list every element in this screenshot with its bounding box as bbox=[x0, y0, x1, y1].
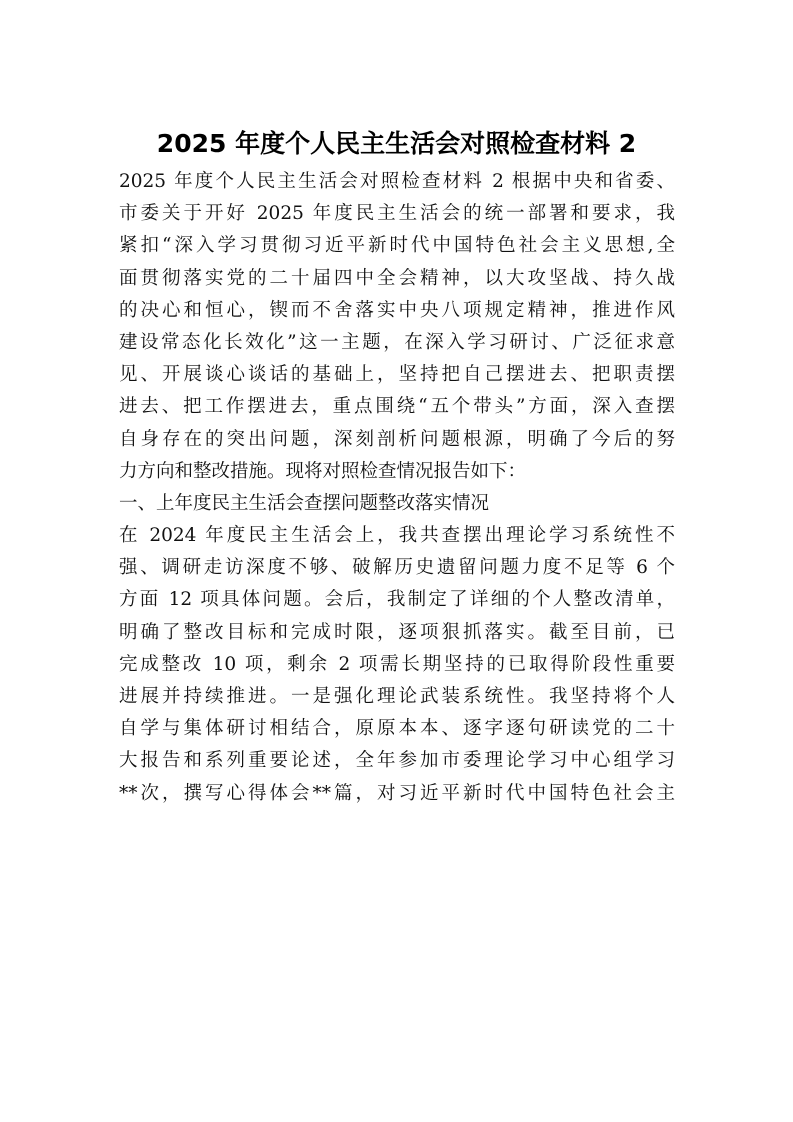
body-line: 进去、把工作摆进去，重点围绕“五个带头”方面，深入查摆 bbox=[119, 396, 675, 418]
section-heading: 一、上年度民主生活会查摆问题整改落实情况 bbox=[119, 492, 490, 514]
body-line: 面贯彻落实党的二十届四中全会精神，以大攻坚战、持久战 bbox=[119, 267, 675, 289]
body-line: 紧扣“深入学习贯彻习近平新时代中国特色社会主义思想,全 bbox=[119, 235, 675, 257]
body-line: 强、调研走访深度不够、破解历史遗留问题力度不足等 6 个 bbox=[119, 557, 675, 579]
body-line: 建设常态化长效化”这一主题，在深入学习研讨、广泛征求意 bbox=[119, 331, 675, 353]
body-line: 见、开展谈心谈话的基础上，坚持把自己摆进去、把职责摆 bbox=[119, 364, 675, 386]
body-line: 明确了整改目标和完成时限，逐项狠抓落实。截至目前，已 bbox=[119, 621, 675, 643]
body-line: 大报告和系列重要论述，全年参加市委理论学习中心组学习 bbox=[119, 750, 675, 772]
document-title: 2025 年度个人民主生活会对照检查材料 2 bbox=[156, 129, 637, 158]
body-line: 自学与集体研讨相结合，原原本本、逐字逐句研读党的二十 bbox=[119, 718, 675, 740]
body-line: 自身存在的突出问题，深刻剖析问题根源，明确了今后的努 bbox=[119, 428, 675, 450]
body-line: 在 2024 年度民主生活会上，我共查摆出理论学习系统性不 bbox=[119, 525, 675, 547]
body-line: 市委关于开好 2025 年度民主生活会的统一部署和要求，我 bbox=[119, 203, 675, 225]
body-line: 方面 12 项具体问题。会后，我制定了详细的个人整改清单， bbox=[119, 589, 675, 611]
body-line: **次，撰写心得体会**篇，对习近平新时代中国特色社会主 bbox=[119, 782, 675, 804]
body-line: 完成整改 10 项，剩余 2 项需长期坚持的已取得阶段性重要 bbox=[119, 653, 675, 675]
document-body bbox=[119, 166, 675, 810]
body-line: 力方向和整改措施。现将对照检查情况报告如下： bbox=[119, 460, 527, 482]
body-line: 进展并持续推进。一是强化理论武装系统性。我坚持将个人 bbox=[119, 686, 675, 707]
body-line: 的决心和恒心，锲而不舍落实中央八项规定精神，推进作风 bbox=[119, 299, 675, 321]
body-line: 2025 年度个人民主生活会对照检查材料 2 根据中央和省委、 bbox=[119, 171, 675, 192]
